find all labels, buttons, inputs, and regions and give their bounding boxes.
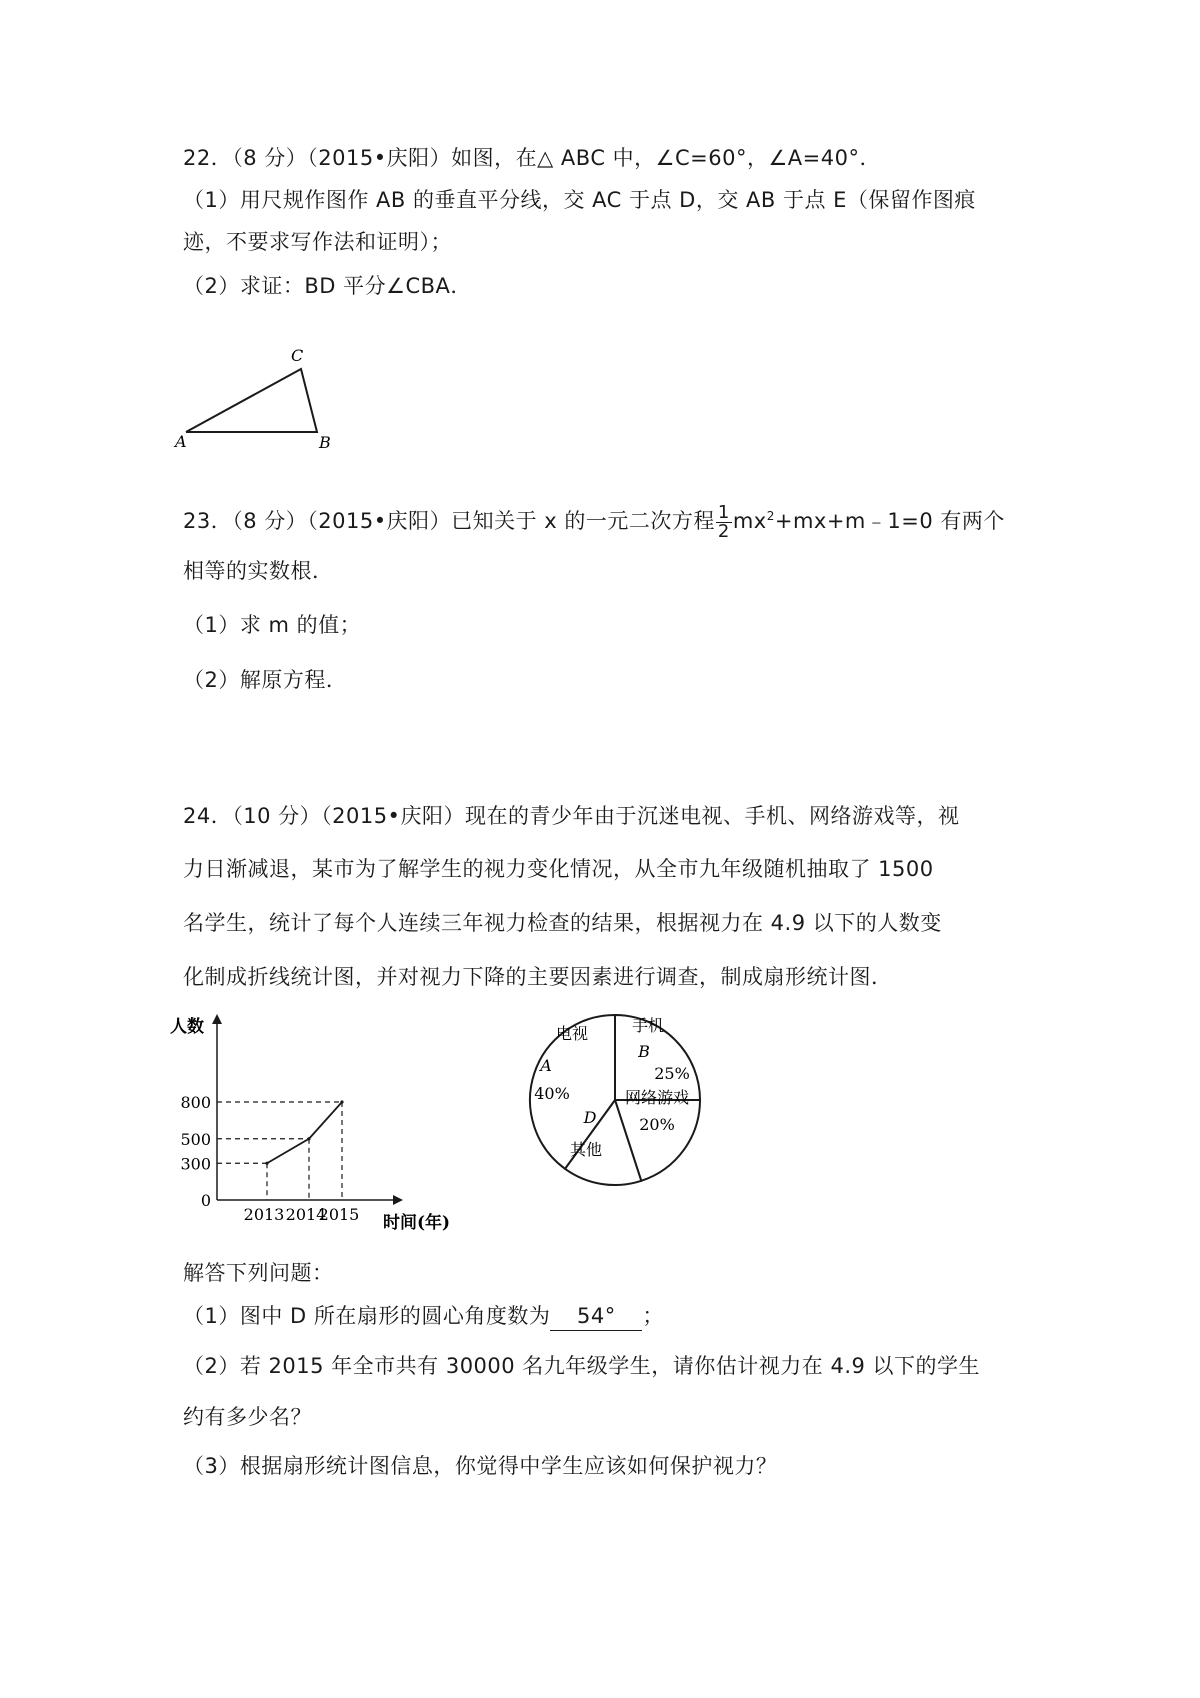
fraction-denominator: 2 — [717, 520, 730, 542]
q24-stem-line3: 名学生，统计了每个人连续三年视力检查的结果，根据视力在 4.9 以下的人数变 — [183, 911, 942, 935]
q24-intro: 解答下列问题： — [183, 1261, 334, 1285]
vertex-b-label: B — [319, 433, 331, 452]
triangle-figure — [175, 335, 375, 455]
y-tick-label: 0 — [200, 1191, 211, 1210]
vertex-c-label: C — [291, 346, 304, 365]
q24-part1 — [183, 1302, 664, 1331]
q23-stem-line2: 相等的实数根． — [183, 559, 334, 583]
line-chart — [170, 1000, 515, 1240]
slice-c-percent: 20% — [639, 1115, 675, 1134]
q24-part1-end: ； — [642, 1304, 664, 1328]
q23-part2: （2）解原方程． — [183, 668, 348, 692]
x-tick-label: 2015 — [318, 1205, 360, 1224]
q24-part2-line1: （2）若 2015 年全市共有 30000 名九年级学生，请你估计视力在 4.9 以下的学生 — [183, 1354, 981, 1378]
slice-b-percent: 25% — [654, 1064, 690, 1083]
slice-a-percent: 40% — [534, 1084, 570, 1103]
q24-part3: （3）根据扇形统计图信息，你觉得中学生应该如何保护视力？ — [183, 1454, 778, 1478]
y-tick-label: 300 — [180, 1154, 211, 1174]
slice-b-name: 手机 — [631, 1016, 665, 1035]
slice-d-name: 其他 — [569, 1140, 603, 1159]
pie-chart — [520, 995, 740, 1205]
q24-stem-line1: 24．（10 分）（2015•庆阳）现在的青少年由于沉迷电视、手机、网络游戏等，视 — [183, 804, 960, 828]
vertex-a-label: A — [175, 432, 187, 451]
fraction-numerator: 1 — [717, 501, 730, 523]
slice-a-name: 电视 — [555, 1024, 589, 1043]
x-axis-arrow — [393, 1195, 403, 1205]
q23-stem-mx: mx — [732, 509, 767, 533]
q22-part1-line1: （1）用尺规作图作 AB 的垂直平分线，交 AC 于点 D，交 AB 于点 E（保留作图痕 — [183, 188, 976, 212]
q23-stem-after: +mx+m﹣1=0 有两个 — [774, 509, 1005, 533]
data-point — [307, 1137, 310, 1140]
data-point — [340, 1100, 343, 1103]
triangle-abc — [186, 369, 317, 432]
data-point — [265, 1162, 268, 1165]
x-axis-label: 时间(年) — [383, 1213, 451, 1233]
fraction-one-half — [716, 501, 732, 542]
y-axis-label: 人数 — [170, 1017, 204, 1037]
q24-part1-text: （1）图中 D 所在扇形的圆心角度数为 — [183, 1304, 551, 1328]
q23-stem-before: 23．（8 分）（2015•庆阳）已知关于 x 的一元二次方程 — [183, 509, 715, 533]
y-tick-label: 800 — [180, 1093, 211, 1112]
slice-c-name: 网络游戏 — [624, 1088, 690, 1107]
q22-part1-line2: 迹，不要求写作法和证明）； — [183, 230, 452, 254]
y-axis-arrow — [212, 1014, 222, 1024]
series-line — [267, 1102, 342, 1163]
slice-a-letter: A — [540, 1056, 552, 1075]
q24-stem-line2: 力日渐减退，某市为了解学生的视力变化情况，从全市九年级随机抽取了 1500 — [183, 857, 934, 881]
q23-stem — [183, 502, 1005, 541]
q24-stem-line4: 化制成折线统计图，并对视力下降的主要因素进行调查，制成扇形统计图． — [183, 965, 893, 989]
answer-blank: 54° — [550, 1302, 642, 1331]
slice-d-letter: D — [583, 1108, 597, 1127]
x-tick-label: 2014 — [285, 1205, 327, 1224]
q22-part2: （2）求证：BD 平分∠CBA． — [183, 274, 472, 298]
q23-part1: （1）求 m 的值； — [183, 613, 362, 637]
x-tick-label: 2013 — [243, 1205, 285, 1224]
q24-part2-line2: 约有多少名？ — [183, 1405, 312, 1429]
y-tick-label: 500 — [180, 1129, 211, 1149]
exponent: 2 — [766, 509, 775, 523]
slice-b-letter: B — [638, 1042, 650, 1061]
q22-stem: 22．（8 分）（2015•庆阳）如图，在△ ABC 中，∠C=60°，∠A=40°． — [183, 146, 881, 170]
